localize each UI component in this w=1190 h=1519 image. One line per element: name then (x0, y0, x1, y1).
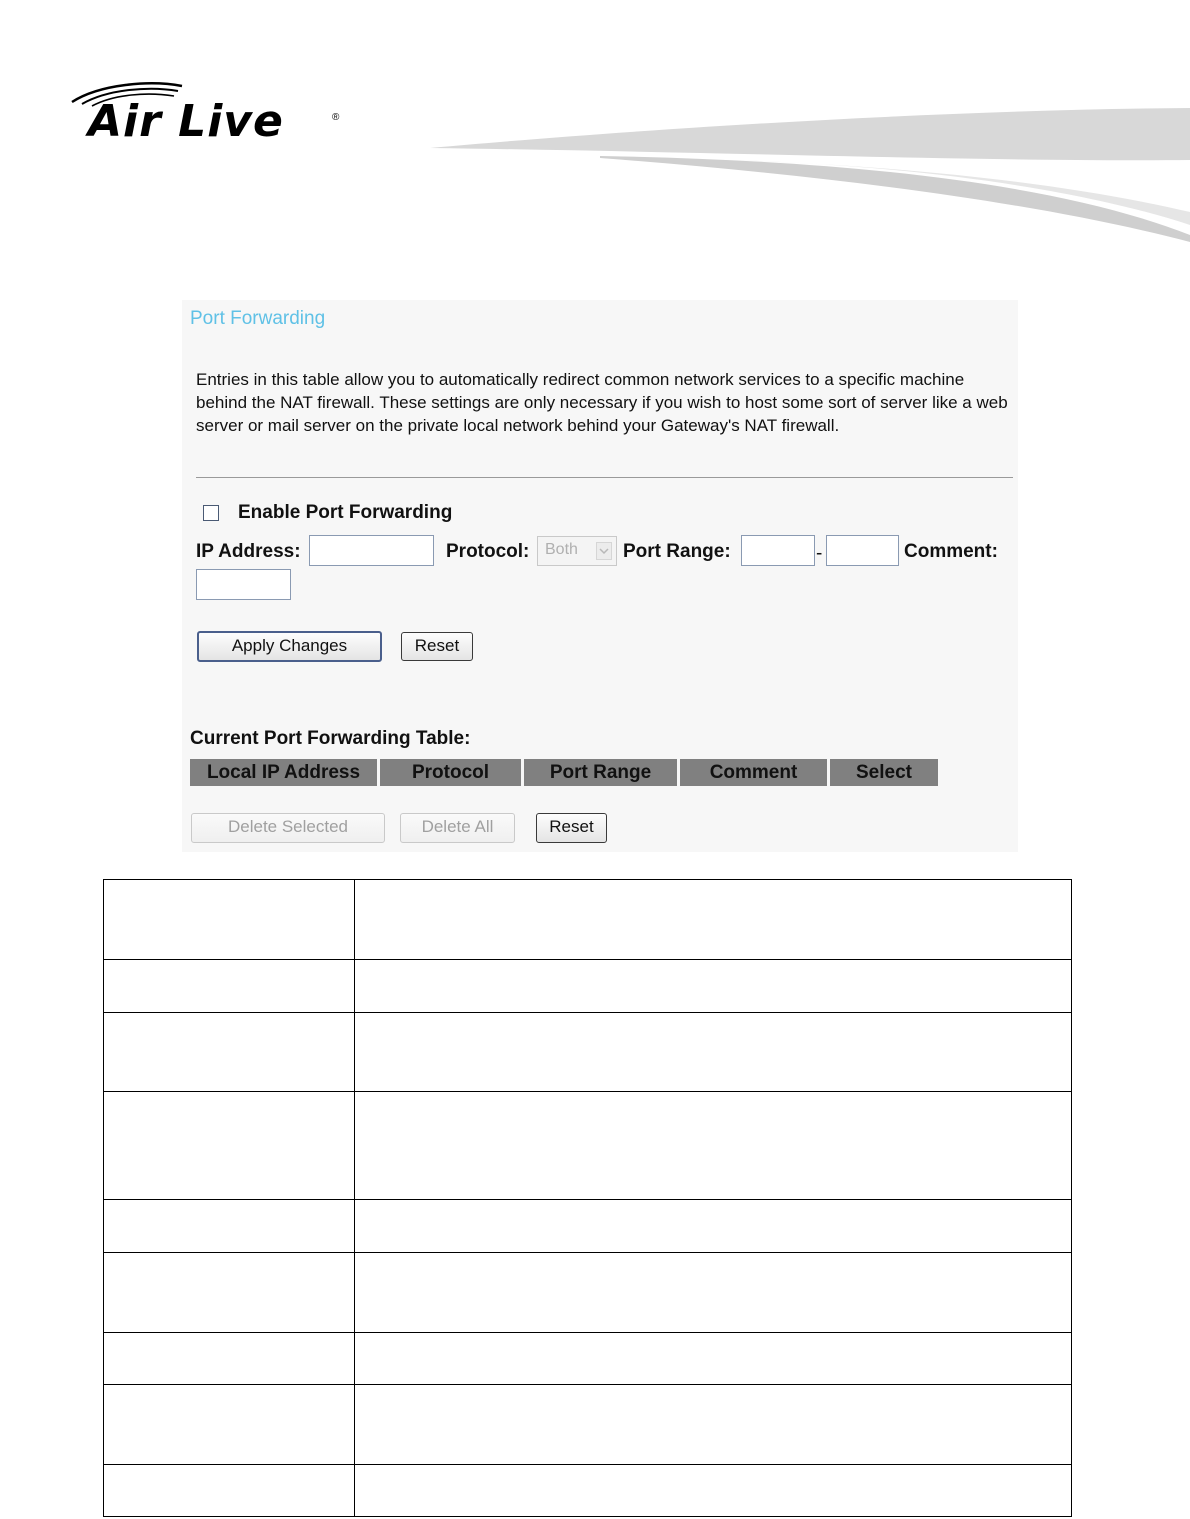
enable-port-forwarding-label: Enable Port Forwarding (238, 502, 453, 523)
table-row (104, 1200, 1072, 1253)
table-row (104, 1465, 1072, 1517)
port-range-label: Port Range: (623, 541, 731, 562)
divider (196, 477, 1013, 478)
table-cell (355, 1385, 1072, 1465)
table-cell (104, 960, 355, 1013)
table-cell (355, 1200, 1072, 1253)
column-header-select: Select (830, 759, 938, 786)
header-decoration (430, 100, 1190, 250)
page-title: Port Forwarding (190, 308, 326, 329)
protocol-select[interactable] (537, 536, 617, 566)
page-description: Entries in this table allow you to automatically redirect common network services to a specific machine behind the NAT firewall. These settings are only necessary if you wish to host some sort of server like a web server or mail server on the private local network behind your Gateway's NAT firewall. (196, 370, 1008, 435)
delete-all-button[interactable]: Delete All (400, 813, 515, 843)
table-cell (355, 880, 1072, 960)
apply-changes-button[interactable]: Apply Changes (197, 631, 382, 662)
port-range-separator: - (816, 543, 823, 564)
port-range-to-input[interactable] (826, 535, 899, 566)
table-cell (355, 1092, 1072, 1200)
table-row (104, 1092, 1072, 1200)
forwarding-table-header (190, 759, 941, 786)
table-row (104, 1013, 1072, 1092)
table-row (104, 880, 1072, 960)
ip-address-input[interactable] (309, 535, 434, 566)
brand-logo: Air Live (88, 96, 284, 147)
enable-row (203, 502, 452, 524)
ip-address-label: IP Address: (196, 541, 301, 562)
table-cell (355, 960, 1072, 1013)
table-cell (104, 1092, 355, 1200)
port-range-from-input[interactable] (741, 535, 815, 566)
enable-port-forwarding-checkbox[interactable] (203, 505, 219, 521)
protocol-select-value: Both (545, 541, 578, 558)
comment-input[interactable] (196, 569, 291, 600)
table-row (104, 1333, 1072, 1385)
column-header-local-ip: Local IP Address (190, 759, 377, 786)
table-reset-button[interactable]: Reset (536, 813, 607, 843)
table-cell (104, 1253, 355, 1333)
table-cell (355, 1013, 1072, 1092)
table-cell (355, 1333, 1072, 1385)
table-row (104, 1253, 1072, 1333)
protocol-label: Protocol: (446, 541, 530, 562)
table-cell (104, 1333, 355, 1385)
reset-button[interactable]: Reset (401, 632, 473, 661)
table-cell (104, 1385, 355, 1465)
table-cell (104, 1465, 355, 1517)
table-cell (104, 1200, 355, 1253)
table-cell (355, 1465, 1072, 1517)
column-header-port-range: Port Range (524, 759, 677, 786)
table-cell (355, 1253, 1072, 1333)
description-table (103, 879, 1072, 1517)
table-cell (104, 1013, 355, 1092)
column-header-protocol: Protocol (380, 759, 521, 786)
table-cell (104, 880, 355, 960)
delete-selected-button[interactable]: Delete Selected (191, 813, 385, 843)
registered-mark: ® (332, 112, 340, 123)
table-row (104, 1385, 1072, 1465)
forwarding-table-title: Current Port Forwarding Table: (190, 728, 471, 749)
comment-label: Comment: (904, 541, 998, 562)
column-header-comment: Comment (680, 759, 827, 786)
chevron-down-icon (596, 542, 612, 560)
table-row (104, 960, 1072, 1013)
